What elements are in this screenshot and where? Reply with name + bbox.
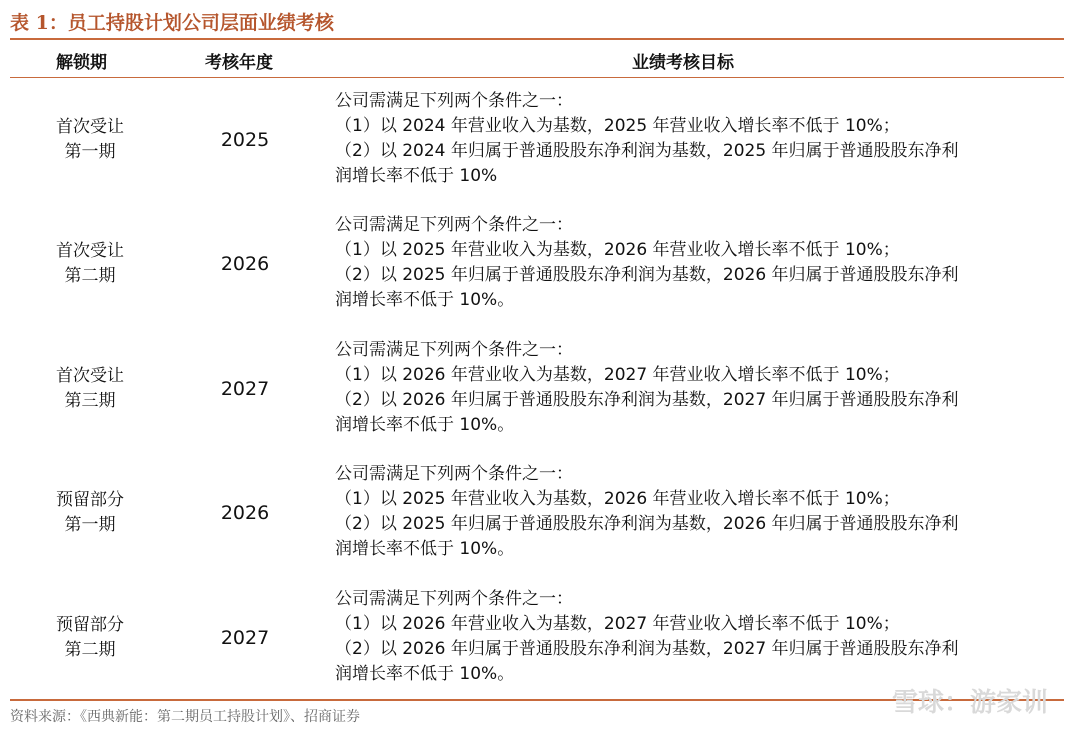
target-line: （1）以 2026 年营业收入为基数，2027 年营业收入增长率不低于 10%； (335, 365, 900, 385)
period-line-1: 首次受让 (56, 241, 124, 261)
header-assessment-year: 考核年度 (205, 53, 273, 73)
header-rule (10, 77, 1064, 78)
period-line-1: 预留部分 (56, 615, 124, 635)
target-line: 润增长率不低于 10%。 (335, 290, 515, 310)
watermark: 雪球：游家训 (891, 688, 1048, 718)
target-line: （2）以 2026 年归属于普通股股东净利润为基数，2027 年归属于普通股股东净利 (335, 390, 959, 410)
unlock-period-cell (10, 488, 170, 538)
target-line: 公司需满足下列两个条件之一： (335, 340, 573, 360)
period-line-2: 第二期 (64, 266, 116, 286)
period-line-1: 首次受让 (56, 366, 124, 386)
target-line: 润增长率不低于 10%。 (335, 415, 515, 435)
target-line: （2）以 2025 年归属于普通股股东净利润为基数，2026 年归属于普通股股东净利 (335, 514, 959, 534)
table-row (10, 213, 1064, 337)
period-line-1: 预留部分 (56, 490, 124, 510)
header-performance-target: 业绩考核目标 (632, 53, 734, 73)
target-line: （1）以 2024 年营业收入为基数，2025 年营业收入增长率不低于 10%； (335, 116, 900, 136)
performance-target-cell (335, 89, 1070, 189)
unlock-period-cell (10, 115, 170, 165)
target-line: 润增长率不低于 10%。 (335, 539, 515, 559)
target-line: （2）以 2025 年归属于普通股股东净利润为基数，2026 年归属于普通股股东净利 (335, 265, 959, 285)
target-line: 润增长率不低于 10%。 (335, 664, 515, 684)
period-line-2: 第一期 (64, 142, 116, 162)
target-line: （1）以 2025 年营业收入为基数，2026 年营业收入增长率不低于 10%； (335, 240, 900, 260)
period-line-2: 第二期 (64, 640, 116, 660)
assessment-year-cell: 2026 (220, 502, 270, 524)
performance-target-cell (335, 587, 1070, 687)
table-header (10, 40, 1064, 77)
table-title: 表 1：员工持股计划公司层面业绩考核 (10, 12, 334, 34)
target-line: 公司需满足下列两个条件之一： (335, 215, 573, 235)
target-line: 润增长率不低于 10% (335, 166, 498, 186)
unlock-period-cell (10, 364, 170, 414)
target-line: 公司需满足下列两个条件之一： (335, 464, 573, 484)
target-line: 公司需满足下列两个条件之一： (335, 91, 573, 111)
target-line: （1）以 2025 年营业收入为基数，2026 年营业收入增长率不低于 10%； (335, 489, 900, 509)
table-row (10, 462, 1064, 586)
table-row (10, 338, 1064, 462)
unlock-period-cell (10, 239, 170, 289)
table-row (10, 89, 1064, 213)
target-line: 公司需满足下列两个条件之一： (335, 589, 573, 609)
period-line-2: 第三期 (64, 391, 116, 411)
assessment-year-cell: 2026 (220, 253, 270, 275)
period-line-2: 第一期 (64, 515, 116, 535)
period-line-1: 首次受让 (56, 117, 124, 137)
assessment-year-cell: 2025 (220, 129, 270, 151)
performance-target-cell (335, 213, 1070, 313)
header-unlock-period: 解锁期 (56, 53, 107, 73)
performance-target-cell (335, 338, 1070, 438)
target-line: （2）以 2026 年归属于普通股股东净利润为基数，2027 年归属于普通股股东净利 (335, 639, 959, 659)
unlock-period-cell (10, 613, 170, 663)
target-line: （2）以 2024 年归属于普通股股东净利润为基数，2025 年归属于普通股股东净利 (335, 141, 959, 161)
target-line: （1）以 2026 年营业收入为基数，2027 年营业收入增长率不低于 10%； (335, 614, 900, 634)
assessment-year-cell: 2027 (220, 378, 270, 400)
performance-target-cell (335, 462, 1070, 562)
source-note: 资料来源：《西典新能：第二期员工持股计划》、招商证券 (10, 709, 360, 725)
assessment-year-cell: 2027 (220, 627, 270, 649)
